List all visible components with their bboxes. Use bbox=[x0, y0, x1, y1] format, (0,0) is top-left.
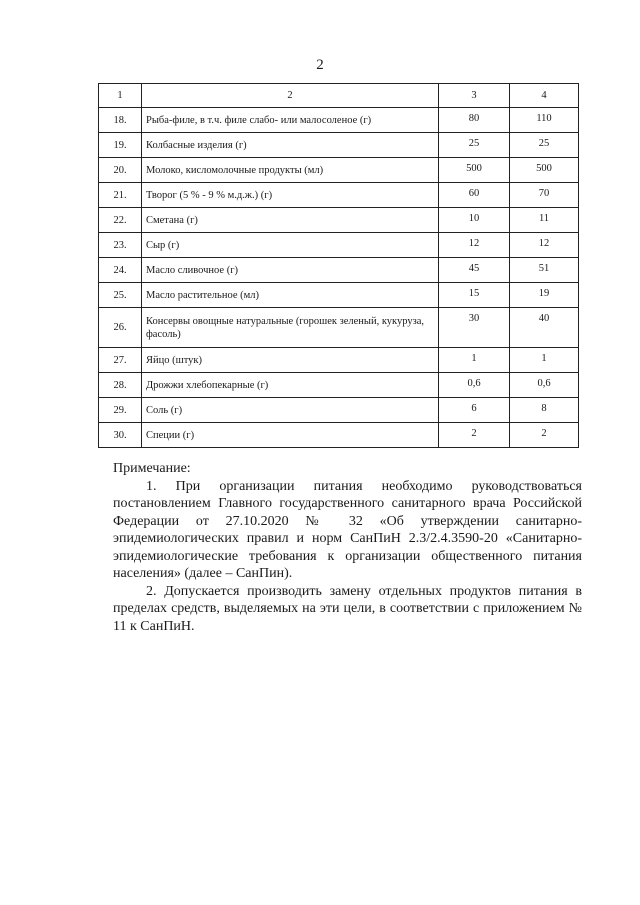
table-row bbox=[99, 108, 579, 133]
product-name: Специи (г) bbox=[142, 423, 439, 448]
value-col3: 80 bbox=[439, 108, 510, 133]
page-number: 2 bbox=[316, 57, 324, 73]
row-number: 20. bbox=[99, 158, 142, 183]
product-name: Масло растительное (мл) bbox=[142, 283, 439, 308]
value-col4: 500 bbox=[510, 158, 579, 183]
value-col4: 40 bbox=[510, 308, 579, 348]
value-col3: 15 bbox=[439, 283, 510, 308]
row-number: 18. bbox=[99, 108, 142, 133]
row-number: 23. bbox=[99, 233, 142, 258]
table-row bbox=[99, 258, 579, 283]
table-row bbox=[99, 308, 579, 348]
value-col4: 2 bbox=[510, 423, 579, 448]
row-number: 21. bbox=[99, 183, 142, 208]
value-col4: 19 bbox=[510, 283, 579, 308]
column-header-3: 3 bbox=[439, 84, 510, 108]
value-col3: 6 bbox=[439, 398, 510, 423]
product-name: Яйцо (штук) bbox=[142, 348, 439, 373]
row-number: 26. bbox=[99, 308, 142, 348]
row-number: 24. bbox=[99, 258, 142, 283]
note-item-1: 1. При организации питания необходимо руководствоваться постановлением Главного государственного санитарного врача Российской Федерации от 27.10.2020 № 32 «Об утверждении санитарно-эпидемиологических правил и норм СанПиН 2.3/2.4.3590-20 «Санитарно-эпидемиологические требования к организации общественного питания населения» (далее – СанПин). bbox=[113, 478, 582, 581]
product-name: Соль (г) bbox=[142, 398, 439, 423]
table-row bbox=[99, 348, 579, 373]
value-col3: 30 bbox=[439, 308, 510, 348]
column-header-1: 1 bbox=[99, 84, 142, 108]
value-col4: 51 bbox=[510, 258, 579, 283]
table-row bbox=[99, 233, 579, 258]
value-col4: 11 bbox=[510, 208, 579, 233]
note-title: Примечание: bbox=[113, 461, 191, 476]
value-col4: 8 bbox=[510, 398, 579, 423]
row-number: 28. bbox=[99, 373, 142, 398]
value-col3: 25 bbox=[439, 133, 510, 158]
value-col4: 1 bbox=[510, 348, 579, 373]
value-col3: 2 bbox=[439, 423, 510, 448]
product-name: Консервы овощные натуральные (горошек зеленый, кукуруза, фасоль) bbox=[142, 308, 439, 348]
row-number: 25. bbox=[99, 283, 142, 308]
product-name: Дрожжи хлебопекарные (г) bbox=[142, 373, 439, 398]
product-name: Молоко, кисломолочные продукты (мл) bbox=[142, 158, 439, 183]
value-col4: 0,6 bbox=[510, 373, 579, 398]
row-number: 19. bbox=[99, 133, 142, 158]
note-item-2: 2. Допускается производить замену отдельных продуктов питания в пределах средств, выделяемых на эти цели, в соответствии с приложением № 11 к СанПиН. bbox=[113, 583, 582, 634]
row-number: 29. bbox=[99, 398, 142, 423]
column-header-4: 4 bbox=[510, 84, 579, 108]
product-name: Масло сливочное (г) bbox=[142, 258, 439, 283]
value-col3: 60 bbox=[439, 183, 510, 208]
table-row bbox=[99, 183, 579, 208]
product-name: Творог (5 % - 9 % м.д.ж.) (г) bbox=[142, 183, 439, 208]
value-col3: 45 bbox=[439, 258, 510, 283]
table-row bbox=[99, 398, 579, 423]
table-row bbox=[99, 373, 579, 398]
product-name: Сыр (г) bbox=[142, 233, 439, 258]
value-col4: 25 bbox=[510, 133, 579, 158]
value-col3: 1 bbox=[439, 348, 510, 373]
product-name: Рыба-филе, в т.ч. филе слабо- или малосоленое (г) bbox=[142, 108, 439, 133]
row-number: 27. bbox=[99, 348, 142, 373]
column-header-2: 2 bbox=[142, 84, 439, 108]
note-section bbox=[113, 460, 582, 635]
table-row bbox=[99, 158, 579, 183]
table-row bbox=[99, 423, 579, 448]
value-col3: 12 bbox=[439, 233, 510, 258]
row-number: 30. bbox=[99, 423, 142, 448]
value-col4: 70 bbox=[510, 183, 579, 208]
value-col3: 10 bbox=[439, 208, 510, 233]
value-col4: 12 bbox=[510, 233, 579, 258]
products-table bbox=[98, 83, 579, 448]
table-row bbox=[99, 208, 579, 233]
table-header-row bbox=[99, 84, 579, 108]
value-col3: 0,6 bbox=[439, 373, 510, 398]
table-row bbox=[99, 283, 579, 308]
product-name: Сметана (г) bbox=[142, 208, 439, 233]
table-row bbox=[99, 133, 579, 158]
product-name: Колбасные изделия (г) bbox=[142, 133, 439, 158]
row-number: 22. bbox=[99, 208, 142, 233]
value-col4: 110 bbox=[510, 108, 579, 133]
value-col3: 500 bbox=[439, 158, 510, 183]
